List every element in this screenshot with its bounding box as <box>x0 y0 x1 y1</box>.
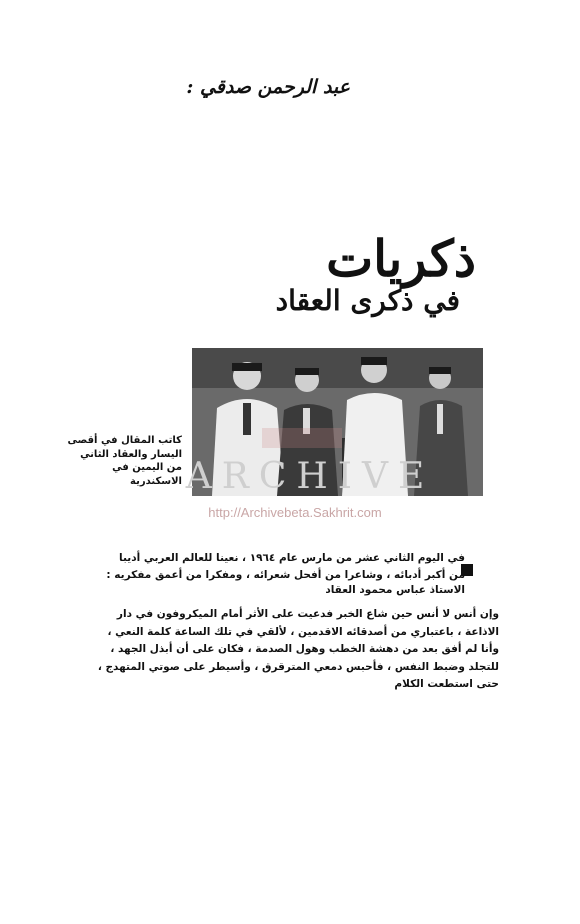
text-line: وأنا لم أفق بعد من دهشة الخطب وهول الصدمة ، فكان على أن أبذل الجهد ، <box>110 643 499 655</box>
text-line: من أكبر أدبائه ، وشاعرا من أفحل شعرائه ، ومفكرا من أعمق مفكريه : <box>106 569 465 581</box>
text-line: للتجلد وضبط النفس ، فأحبس دمعي المترقرق ، وأسيطر على صوتي المتهدج ، <box>97 660 499 673</box>
author-byline: عبد الرحمن صدقي : <box>186 76 350 98</box>
text-line: حتى استطعت الكلام <box>394 678 499 690</box>
caption-line: اليسار والعقاد الثاني <box>80 448 182 460</box>
watermark-url: http://Archivebeta.Sakhrit.com <box>208 505 382 520</box>
text-line: الاذاعة ، باعتباري من أصدقائه الاقدمين ، لألقي في تلك الساعة كلمة النعي ، <box>107 625 499 638</box>
text-line: وإن أنس لا أنس حين شاع الخبر فدعيت على الأثر أمام الميكروفون في دار <box>116 608 499 620</box>
article-subtitle: في ذكرى العقاد <box>275 284 460 317</box>
paragraph-1 <box>75 550 465 584</box>
paragraph-1-name: الاستاذ عباس محمود العقاد <box>325 584 465 596</box>
watermark-logo <box>262 428 342 448</box>
photo-caption <box>60 434 182 490</box>
caption-line: كاتب المقال في أقصى <box>67 435 182 446</box>
watermark-text: ARCHIVE <box>185 456 435 497</box>
paragraph-2 <box>85 606 499 694</box>
caption-line: من اليمين في الاسكندرية <box>112 462 182 487</box>
article-title: ذكريات <box>326 229 476 288</box>
text-line: في اليوم الثاني عشر من مارس عام ١٩٦٤ ، نعينا للعالم العربي أديبا <box>119 552 465 564</box>
